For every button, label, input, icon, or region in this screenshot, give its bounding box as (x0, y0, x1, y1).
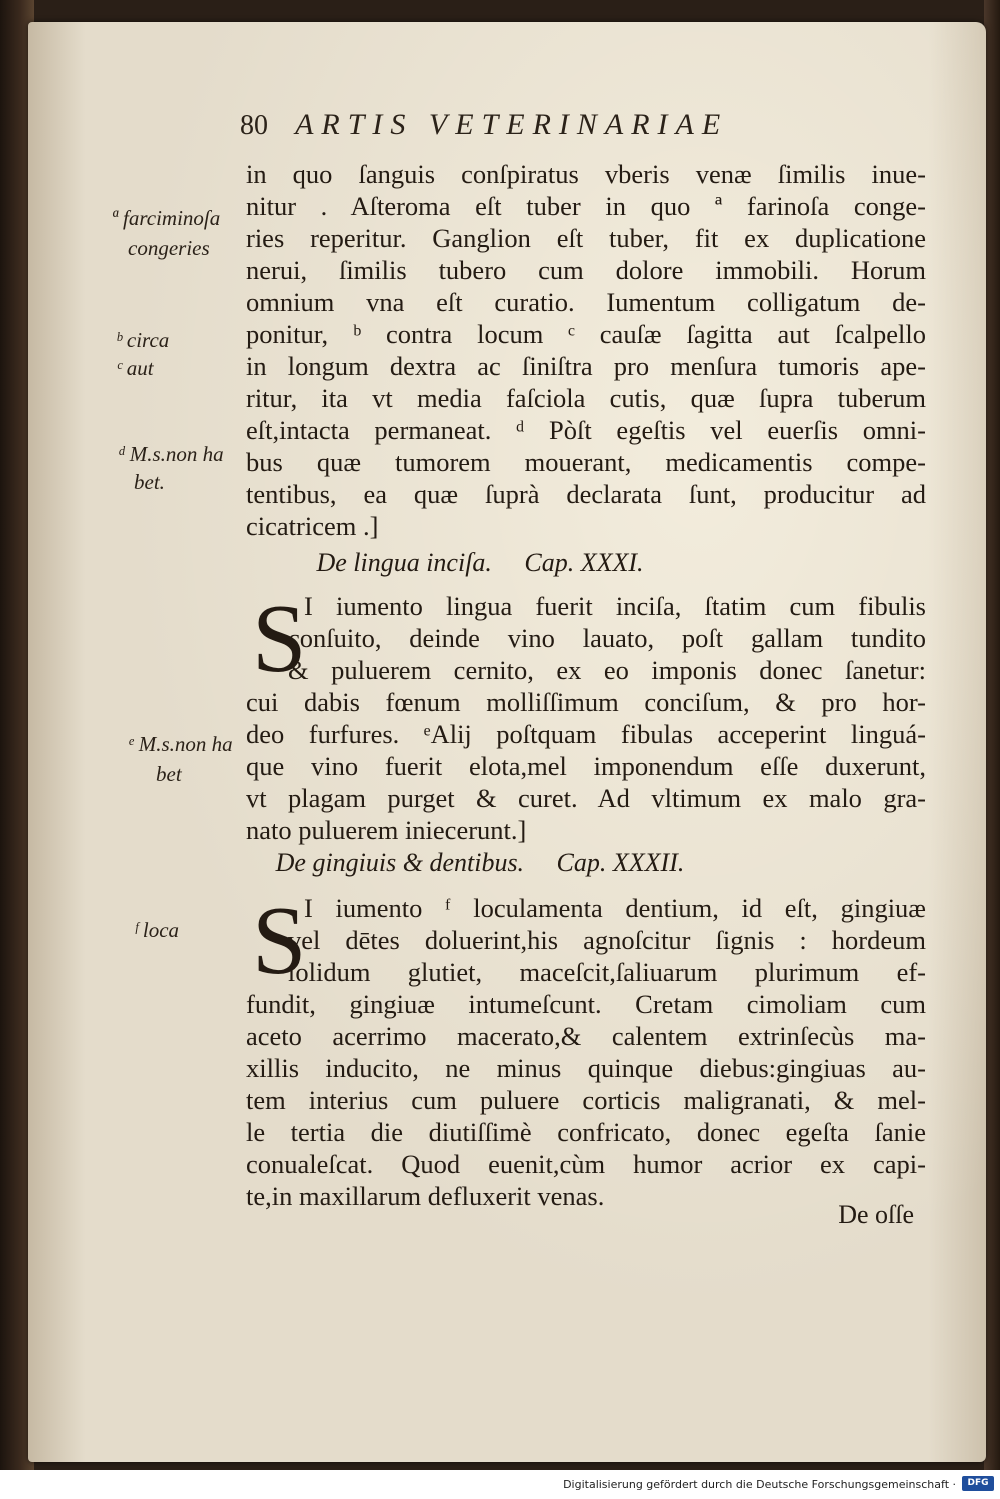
text-line: & puluerem cernito, ex eo imponis donec ſanetur: (288, 655, 926, 685)
marginal-note-a-cont: congeries (128, 236, 210, 260)
text-line: in longum dextra ac ſiniſtra pro menſura tumoris ape- (246, 351, 926, 381)
text-line: bus quæ tumorem mouerant, medicamentis compe- (246, 447, 926, 477)
text-line: ſolidum glutiet, maceſcit,ſaliuarum plurimum ef- (288, 957, 926, 987)
chapter-heading-31: De lingua inciſa. Cap. XXXI. (316, 548, 644, 577)
text-line: vel dētes doluerint,his agnoſcitur ſignis : hordeum (288, 925, 926, 955)
text-line: te,in maxillarum defluxerit venas. (246, 1181, 605, 1211)
marginal-note-e-cont: bet (156, 762, 182, 786)
text-line: vt plagam purget & curet. Ad vltimum ex malo gra- (246, 783, 926, 813)
funding-credit: Digitalisierung gefördert durch die Deutsche Forschungsgemeinschaft · (563, 1478, 956, 1491)
catchword: De oſſe (838, 1200, 914, 1229)
digitization-footer (0, 1470, 1000, 1499)
text-line: ponitur, ᵇ contra locum ᶜ cauſæ ſagitta aut ſcalpello (246, 319, 926, 349)
text-line: le tertia die diutiſſimè confricato, donec egeſta ſanie (246, 1117, 926, 1147)
running-title: ARTIS VETERINARIAE (295, 108, 729, 141)
text-line: ries reperitur. Ganglion eſt tuber, fit ex duplicatione (246, 223, 926, 253)
marginal-note-d: ᵈ M.s.non ha (118, 442, 224, 466)
text-line: in quo ſanguis conſpiratus vberis venæ ſimilis inue- (246, 159, 926, 189)
marginal-note-b: ᵇ circa (116, 328, 170, 352)
text-line: ritur, ita vt media faſciola cutis, quæ ſupra tuberum (246, 383, 926, 413)
text-line: deo furfures. ᵉAlij poſtquam fibulas acceperint linguá- (246, 719, 926, 749)
chapter-heading-32: De gingiuis & dentibus. Cap. XXXII. (275, 848, 685, 877)
marginal-note-c: ᶜ aut (116, 356, 154, 380)
text-line: I iumento ᶠ loculamenta dentium, id eſt, gingiuæ (304, 893, 926, 923)
page-number: 80 (240, 110, 268, 141)
text-line: tem interius cum puluere corticis maligranati, & mel- (246, 1085, 926, 1115)
marginal-note-f: ᶠ loca (134, 918, 180, 942)
text-line: aceto acerrimo macerato,& calentem extrinſecùs ma- (246, 1021, 926, 1051)
marginal-note-d-cont: bet. (134, 470, 165, 494)
text-line: nitur . Aſteroma eſt tuber in quo ª farinoſa conge- (246, 191, 926, 221)
page-edge (984, 0, 1000, 1470)
text-line: xillis inducito, ne minus quinque diebus:gingiuas au- (246, 1053, 926, 1083)
text-line: cui dabis fœnum molliſſimum conciſum, & pro hor- (246, 687, 926, 717)
marginal-note-a: ª farciminoſa (112, 206, 221, 230)
text-block-1 (246, 158, 926, 542)
text-line: conualeſcat. Quod euenit,cùm humor acrior ex capi- (246, 1149, 926, 1179)
text-line: I iumento lingua fuerit inciſa, ſtatim cum fibulis (304, 591, 926, 621)
text-line: eſt,intacta permaneat. ᵈ Pòſt egeſtis vel euerſis omni- (246, 415, 926, 445)
marginal-note-e: ᵉ M.s.non ha (128, 732, 233, 756)
text-line: omnium vna eſt curatio. Iumentum colligatum de- (246, 287, 926, 317)
text-line: fundit, gingiuæ intumeſcunt. Cretam cimoliam cum (246, 989, 926, 1019)
text-line: nerui, ſimilis tubero cum dolore immobili. Horum (246, 255, 926, 285)
drop-cap-32: S (252, 887, 307, 995)
text-line: tentibus, ea quæ ſuprà declarata ſunt, producitur ad (246, 479, 926, 509)
text-line: cicatricem .] (246, 511, 379, 541)
text-line: que vino fuerit elota,mel imponendum eſſe duxerunt, (246, 751, 926, 781)
text-line: conſuito, deinde vino lauato, poſt gallam tundito (288, 623, 926, 653)
text-line: nato puluerem iniecerunt.] (246, 815, 527, 845)
text-block-chapter-32 (246, 887, 926, 1212)
drop-cap-31: S (252, 585, 307, 693)
page-header (240, 108, 880, 148)
dfg-logo-icon: DFG (962, 1476, 994, 1491)
text-block-chapter-31 (246, 585, 926, 846)
